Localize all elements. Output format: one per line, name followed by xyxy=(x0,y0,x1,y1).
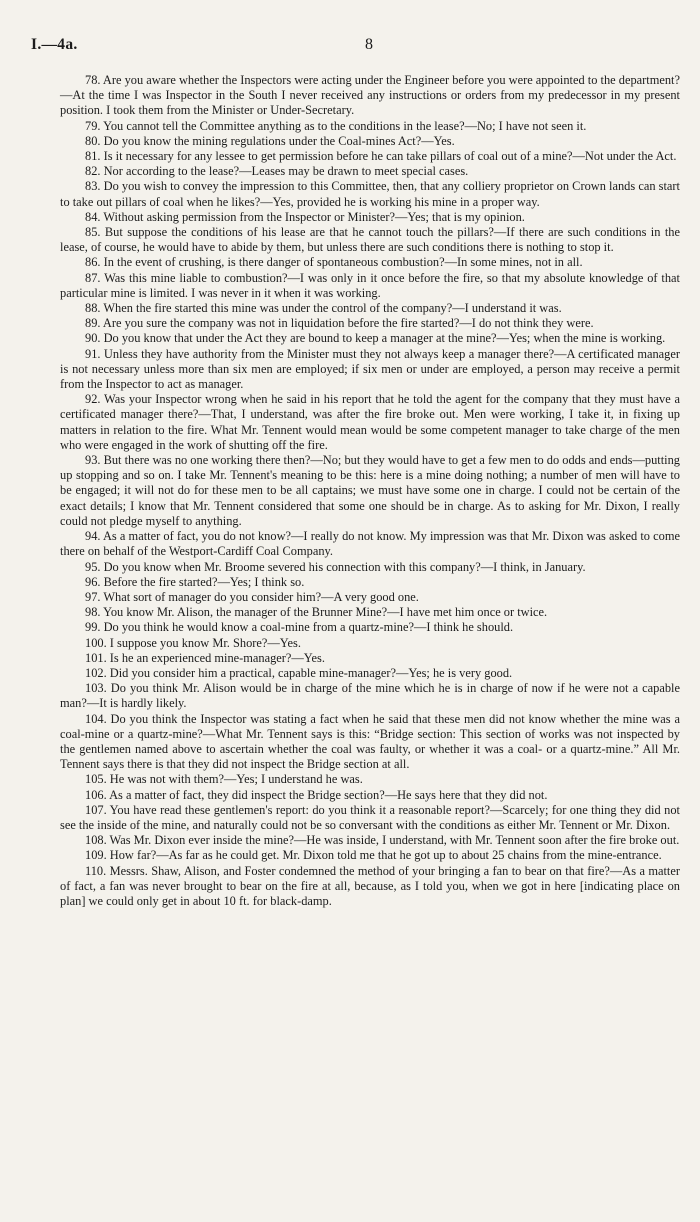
question-answer-paragraph: 102. Did you consider him a practical, capable mine-manager?—Yes; he is very good. xyxy=(85,665,513,680)
question-answer-paragraph: 105. He was not with them?—Yes; I understand he was. xyxy=(85,772,363,787)
question-answer-paragraph: 97. What sort of manager do you consider him?—A very good one. xyxy=(85,589,419,604)
question-answer-paragraph: 83. Do you wish to convey the impression to this Committee, then, that any colliery proprietor on Crown lands can start to take out pillars of coal when he likes?—Yes, provided he is working his mine in a proper way. xyxy=(60,179,680,209)
question-answer-paragraph: 109. How far?—As far as he could get. Mr. Dixon told me that he got up to about 25 chains from the mine-entrance. xyxy=(85,848,662,863)
question-answer-paragraph: 110. Messrs. Shaw, Alison, and Foster condemned the method of your bringing a fan to bear on that fire?—As a matter of fact, a fan was never brought to bear on the fire at all, because, as I told you, when we got in here [indicating place on plan] we could only get in about 10 ft. for black-damp. xyxy=(60,863,680,908)
page-number: 8 xyxy=(365,36,373,53)
question-answer-paragraph: 78. Are you aware whether the Inspectors were acting under the Engineer before you were appointed to the department?—At the time I was Inspector in the South I never received any instructions or orders from my predecessor in my present position. I took them from the Minister or Under-Secretary. xyxy=(60,73,680,118)
question-answer-paragraph: 104. Do you think the Inspector was stating a fact when he said that these men did not know whether the mine was a coal-mine or a quartz-mine?—What Mr. Tennent says is this: “Bridge section: This section of works was not inspected by the gentlemen named above to ascertain whether the coal was faulty, or whether it was a coal- or a quartz-mine.” All Mr. Tennent says there is that they did not inspect the Bridge section at all. xyxy=(60,711,680,772)
question-answer-paragraph: 86. In the event of crushing, is there danger of spontaneous combustion?—In some mines, not in all. xyxy=(85,255,583,270)
question-answer-paragraph: 95. Do you know when Mr. Broome severed his connection with this company?—I think, in January. xyxy=(85,559,586,574)
page-header xyxy=(31,36,667,56)
question-answer-paragraph: 103. Do you think Mr. Alison would be in charge of the mine which he is in charge of now if he were not a capable man?—It is hardly likely. xyxy=(60,681,680,711)
question-answer-paragraph: 92. Was your Inspector wrong when he said in his report that he told the agent for the company that they must have a certificated manager there?—That, I understand, was after the fire broke out. Men were working, I take it, in fixing up matters in relation to the fire. What Mr. Tennent would mean would be some competent manager to take charge of the men who were engaged in the work of shutting off the fire. xyxy=(60,392,680,452)
question-answer-paragraph: 88. When the fire started this mine was under the control of the company?—I understand it was. xyxy=(85,301,562,316)
question-answer-paragraph: 84. Without asking permission from the Inspector or Minister?—Yes; that is my opinion. xyxy=(85,209,525,224)
question-answer-paragraph: 99. Do you think he would know a coal-mine from a quartz-mine?—I think he should. xyxy=(85,620,514,635)
question-answer-paragraph: 79. You cannot tell the Committee anything as to the conditions in the lease?—No; I have not seen it. xyxy=(85,118,587,133)
question-answer-paragraph: 81. Is it necessary for any lessee to get permission before he can take pillars of coal out of a mine?—Not under the Act. xyxy=(85,149,677,164)
question-answer-paragraph: 91. Unless they have authority from the Minister must they not always keep a manager there?—A certificated manager is not necessary unless more than six men are employed; if six men or under are employed, a person may receive a permit from the Inspector to act as manager. xyxy=(60,346,680,392)
question-answer-paragraph: 93. But there was no one working there then?—No; but they would have to get a few men to do odds and ends—putting up stopping and so on. I take Mr. Tennent's meaning to be this: here is a mine doing nothing; a number of men will have to be engaged; it will not do for these men to be all captains; we must have some one in charge. I could not be certain of the exact details; I know that Mr. Tennent considered that some one should be in charge. As to asking for Mr. Dixon, I really could not pledge myself to anything. xyxy=(60,453,680,528)
question-answer-paragraph: 106. As a matter of fact, they did inspect the Bridge section?—He says here that they did not. xyxy=(85,787,548,802)
question-answer-paragraph: 80. Do you know the mining regulations under the Coal-mines Act?—Yes. xyxy=(85,133,455,148)
question-answer-paragraph: 101. Is he an experienced mine-manager?—Yes. xyxy=(85,650,325,665)
question-answer-paragraph: 94. As a matter of fact, you do not know?—I really do not know. My impression was that Mr. Dixon was asked to come there on behalf of the Westport-Cardiff Coal Company. xyxy=(60,529,680,559)
document-body xyxy=(60,73,680,909)
question-answer-paragraph: 89. Are you sure the company was not in liquidation before the fire started?—I do not think they were. xyxy=(85,316,594,331)
question-answer-paragraph: 96. Before the fire started?—Yes; I think so. xyxy=(85,574,305,589)
question-answer-paragraph: 98. You know Mr. Alison, the manager of the Brunner Mine?—I have met him once or twice. xyxy=(85,605,548,620)
question-answer-paragraph: 85. But suppose the conditions of his lease are that he cannot touch the pillars?—If there are such conditions in the lease, of course, he would have to abide by them, but unless there are such conditions there is nothing to stop it. xyxy=(60,225,680,255)
question-answer-paragraph: 108. Was Mr. Dixon ever inside the mine?—He was inside, I understand, with Mr. Tennent soon after the fire broke out. xyxy=(85,833,680,848)
question-answer-paragraph: 82. Nor according to the lease?—Leases may be drawn to meet special cases. xyxy=(85,164,469,179)
question-answer-paragraph: 107. You have read these gentlemen's report: do you think it a reasonable report?—Scarcely; for one thing they did not see the inside of the mine, and naturally could not be so conversant with the conditions as either Mr. Tennent or Mr. Dixon. xyxy=(60,802,680,832)
question-answer-paragraph: 90. Do you know that under the Act they are bound to keep a manager at the mine?—Yes; when the mine is working. xyxy=(85,331,666,346)
document-reference: I.—4a. xyxy=(31,36,78,53)
question-answer-paragraph: 87. Was this mine liable to combustion?—I was only in it once before the fire, so that my absolute knowledge of that particular mine is limited. I was never in it when it was working. xyxy=(60,270,680,300)
question-answer-paragraph: 100. I suppose you know Mr. Shore?—Yes. xyxy=(85,635,301,650)
